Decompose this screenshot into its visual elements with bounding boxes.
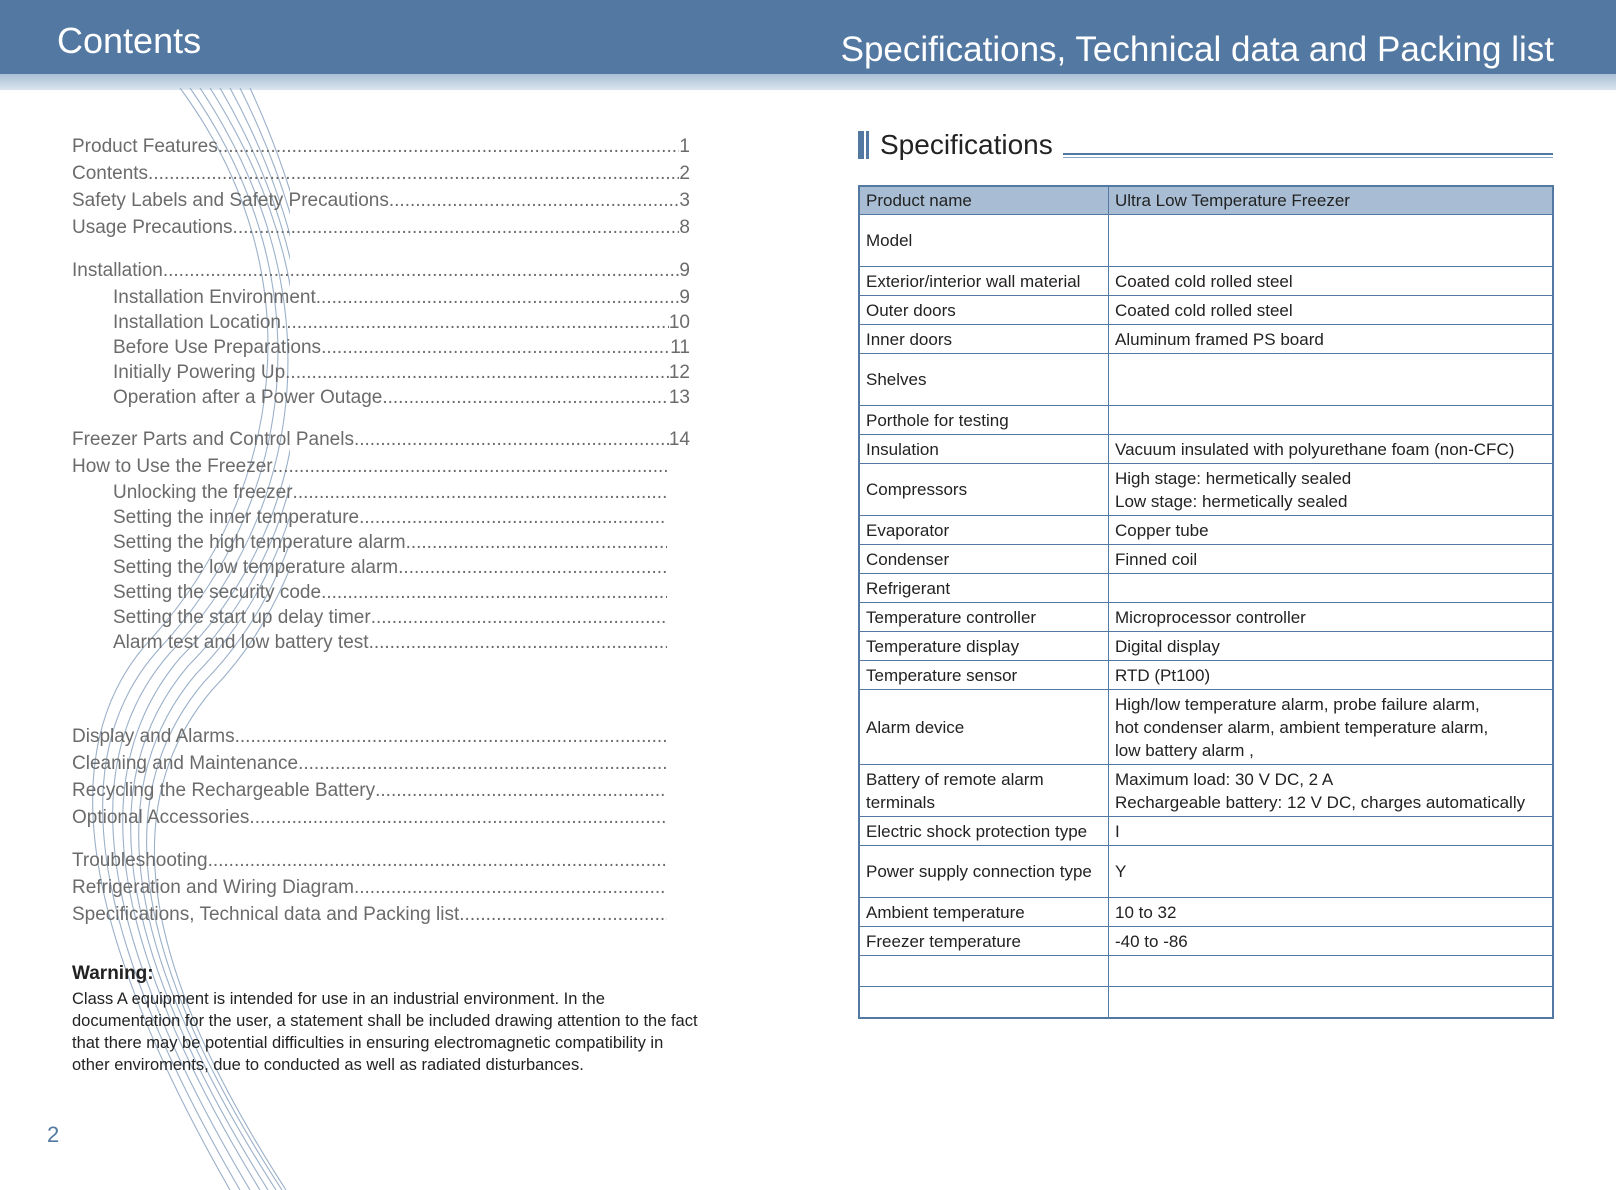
- toc-entry: [113, 482, 667, 504]
- toc-entry: [113, 607, 667, 629]
- spec-name-cell: Temperature display: [859, 632, 1109, 661]
- heading-rule: [1063, 153, 1553, 155]
- toc-leader-dots: [208, 850, 667, 872]
- toc-leader-dots: [148, 163, 679, 185]
- spec-value-cell: High/low temperature alarm, probe failure alarm, hot condenser alarm, ambient temperature alarm, low battery alarm ,: [1109, 690, 1554, 765]
- spec-value-cell: Y: [1109, 846, 1554, 898]
- table-row: [859, 765, 1553, 817]
- spec-value-cell: RTD (Pt100): [1109, 661, 1554, 690]
- toc-entry: [72, 753, 667, 775]
- table-row: [859, 898, 1553, 927]
- spec-value-cell: Ultra Low Temperature Freezer: [1109, 186, 1554, 215]
- toc-leader-dots: [316, 287, 680, 309]
- toc-leader-dots: [298, 753, 667, 775]
- spec-value-cell: Coated cold rolled steel: [1109, 296, 1554, 325]
- spec-value-cell: Finned coil: [1109, 545, 1554, 574]
- toc-entry-page: 1: [679, 136, 690, 157]
- warning-title: Warning:: [72, 963, 154, 984]
- toc-leader-dots: [321, 582, 667, 604]
- toc-entry-label: Initially Powering Up: [113, 362, 286, 383]
- spec-name-cell: Evaporator: [859, 516, 1109, 545]
- toc-entry-page: 14: [668, 429, 690, 450]
- spec-name-cell: Compressors: [859, 464, 1109, 516]
- toc-leader-dots: [354, 429, 669, 451]
- spec-name-cell: Model: [859, 215, 1109, 267]
- toc-entry: [72, 429, 690, 451]
- spec-name-cell: Condenser: [859, 545, 1109, 574]
- table-row: [859, 690, 1553, 765]
- table-row: [859, 267, 1553, 296]
- spec-name-cell: Power supply connection type: [859, 846, 1109, 898]
- toc-leader-dots: [398, 557, 667, 579]
- header-stripe: [0, 74, 1616, 90]
- table-row: [859, 325, 1553, 354]
- toc-entry: [113, 337, 690, 359]
- toc-entry: [113, 582, 667, 604]
- spec-value-cell: I: [1109, 817, 1554, 846]
- toc-entry-page: 9: [679, 260, 690, 281]
- spec-value-cell: [1109, 987, 1554, 1018]
- table-row: [859, 603, 1553, 632]
- table-row: [859, 927, 1553, 956]
- toc-entry: [72, 780, 667, 802]
- toc-entry: [113, 557, 667, 579]
- table-row: [859, 435, 1553, 464]
- toc-entry: [72, 904, 667, 926]
- table-row: [859, 545, 1553, 574]
- toc-entry: [113, 632, 667, 654]
- spec-name-cell: Alarm device: [859, 690, 1109, 765]
- toc-entry: [72, 850, 667, 872]
- toc-entry-page: 8: [679, 217, 690, 238]
- spec-name-cell: Shelves: [859, 354, 1109, 406]
- toc-leader-dots: [354, 877, 667, 899]
- toc-entry: [72, 136, 690, 158]
- toc-entry-label: Troubleshooting: [72, 850, 208, 871]
- toc-entry: [72, 260, 690, 282]
- toc-leader-dots: [359, 507, 667, 529]
- page-header: [0, 0, 1616, 74]
- table-row: [859, 516, 1553, 545]
- contents-title: Contents: [57, 20, 202, 61]
- toc-entry: [72, 163, 690, 185]
- toc-entry-label: How to Use the Freezer: [72, 456, 273, 477]
- table-header-row: [859, 186, 1553, 215]
- toc-entry: [72, 190, 690, 212]
- toc-leader-dots: [321, 337, 670, 359]
- spec-value-cell: Maximum load: 30 V DC, 2 A Rechargeable battery: 12 V DC, charges automatically: [1109, 765, 1554, 817]
- table-row: [859, 574, 1553, 603]
- toc-entry-label: Before Use Preparations: [113, 337, 322, 358]
- spec-value-cell: Digital display: [1109, 632, 1554, 661]
- toc-entry: [113, 362, 690, 384]
- toc-leader-dots: [293, 482, 667, 504]
- spec-name-cell: Refrigerant: [859, 574, 1109, 603]
- toc-entry-label: Setting the security code: [113, 582, 322, 603]
- spec-value-cell: Vacuum insulated with polyurethane foam (non-CFC): [1109, 435, 1554, 464]
- toc-entry-page: 10: [668, 312, 690, 333]
- toc-entry: [72, 217, 690, 239]
- toc-entry-label: Setting the inner temperature: [113, 507, 360, 528]
- toc-entry: [113, 312, 690, 334]
- toc-entry-label: Alarm test and low battery test: [113, 632, 369, 653]
- toc-entry-label: Unlocking the freezer: [113, 482, 293, 503]
- toc-entry-label: Setting the low temperature alarm: [113, 557, 399, 578]
- toc-leader-dots: [369, 632, 667, 654]
- toc-leader-dots: [249, 807, 667, 829]
- toc-entry-label: Safety Labels and Safety Precautions: [72, 190, 389, 211]
- table-row: [859, 661, 1553, 690]
- section-marker: [858, 131, 864, 159]
- toc-entry-label: Installation Environment: [113, 287, 316, 308]
- toc-entry: [113, 507, 667, 529]
- table-row: [859, 956, 1553, 987]
- spec-value-cell: [1109, 215, 1554, 267]
- toc-entry-label: Setting the high temperature alarm: [113, 532, 406, 553]
- toc-entry-label: Setting the start up delay timer: [113, 607, 371, 628]
- spec-name-cell: Product name: [859, 186, 1109, 215]
- section-marker-thin: [866, 131, 869, 159]
- toc-leader-dots: [382, 387, 669, 409]
- toc-entry-page: 3: [679, 190, 690, 211]
- toc-leader-dots: [389, 190, 680, 212]
- spec-value-cell: Microprocessor controller: [1109, 603, 1554, 632]
- toc-leader-dots: [163, 260, 680, 282]
- spec-name-cell: Outer doors: [859, 296, 1109, 325]
- table-row: [859, 215, 1553, 267]
- table-row: [859, 296, 1553, 325]
- toc-entry-page: 13: [668, 387, 690, 408]
- spec-value-cell: Coated cold rolled steel: [1109, 267, 1554, 296]
- table-row: [859, 987, 1553, 1018]
- toc-leader-dots: [218, 136, 680, 158]
- toc-leader-dots: [406, 532, 667, 554]
- toc-entry-page: 12: [668, 362, 690, 383]
- toc-entry-page: 11: [670, 337, 690, 358]
- spec-name-cell: Temperature controller: [859, 603, 1109, 632]
- table-row: [859, 464, 1553, 516]
- toc-entry-label: Operation after a Power Outage: [113, 387, 383, 408]
- toc-entry-label: Refrigeration and Wiring Diagram: [72, 877, 354, 898]
- toc-entry: [72, 726, 667, 748]
- heading-rule-thin: [1063, 157, 1553, 158]
- spec-name-cell: Electric shock protection type: [859, 817, 1109, 846]
- table-row: [859, 817, 1553, 846]
- spec-name-cell: Temperature sensor: [859, 661, 1109, 690]
- toc-leader-dots: [235, 726, 667, 748]
- toc-entry-label: Installation Location: [113, 312, 281, 333]
- spec-name-cell: Freezer temperature: [859, 927, 1109, 956]
- spec-value-cell: Aluminum framed PS board: [1109, 325, 1554, 354]
- spec-value-cell: [1109, 354, 1554, 406]
- table-row: [859, 354, 1553, 406]
- spec-value-cell: 10 to 32: [1109, 898, 1554, 927]
- specifications-table: [858, 185, 1554, 1019]
- table-row: [859, 846, 1553, 898]
- toc-entry-label: Display and Alarms: [72, 726, 235, 747]
- table-row: [859, 632, 1553, 661]
- toc-leader-dots: [459, 904, 667, 926]
- toc-leader-dots: [273, 456, 667, 478]
- spec-value-cell: [1109, 406, 1554, 435]
- spec-name-cell: Battery of remote alarm terminals: [859, 765, 1109, 817]
- spec-name-cell: Inner doors: [859, 325, 1109, 354]
- spec-value-cell: Copper tube: [1109, 516, 1554, 545]
- spec-name-cell: Exterior/interior wall material: [859, 267, 1109, 296]
- toc-entry: [113, 287, 690, 309]
- toc-entry: [113, 387, 690, 409]
- toc-entry-label: Optional Accessories: [72, 807, 250, 828]
- spec-value-cell: High stage: hermetically sealed Low stage: hermetically sealed: [1109, 464, 1554, 516]
- toc-entry-label: Recycling the Rechargeable Battery: [72, 780, 376, 801]
- specifications-heading: Specifications: [880, 129, 1053, 160]
- toc-entry: [113, 532, 667, 554]
- spec-value-cell: [1109, 574, 1554, 603]
- spec-value-cell: [1109, 956, 1554, 987]
- toc-leader-dots: [285, 362, 669, 384]
- spec-name-cell: Insulation: [859, 435, 1109, 464]
- toc-entry: [72, 456, 667, 478]
- toc-entry-label: Product Features: [72, 136, 218, 157]
- toc-entry-page: 2: [679, 163, 690, 184]
- spec-name-cell: Ambient temperature: [859, 898, 1109, 927]
- spec-name-cell: Porthole for testing: [859, 406, 1109, 435]
- toc-entry-label: Installation: [72, 260, 163, 281]
- specifications-page-title: Specifications, Technical data and Packing list: [840, 30, 1554, 69]
- toc-leader-dots: [281, 312, 669, 334]
- spec-name-cell: [859, 956, 1109, 987]
- table-row: [859, 406, 1553, 435]
- toc-leader-dots: [371, 607, 667, 629]
- page-number: 2: [47, 1122, 60, 1147]
- toc-leader-dots: [375, 780, 667, 802]
- toc-entry-label: Usage Precautions: [72, 217, 233, 238]
- toc-entry-label: Freezer Parts and Control Panels: [72, 429, 354, 450]
- toc-entry: [72, 807, 667, 829]
- toc-entry-label: Contents: [72, 163, 149, 184]
- toc-entry-page: 9: [679, 287, 690, 308]
- spec-value-cell: -40 to -86: [1109, 927, 1554, 956]
- toc-entry: [72, 877, 667, 899]
- toc-entry-label: Specifications, Technical data and Packing list: [72, 904, 460, 925]
- toc-leader-dots: [233, 217, 680, 239]
- spec-name-cell: [859, 987, 1109, 1018]
- toc-entry-label: Cleaning and Maintenance: [72, 753, 299, 774]
- warning-text: Class A equipment is intended for use in an industrial environment. In the documentation for the user, a statement shall be included drawing attention to the fact that there may be potential difficulties in ensuring electromagnetic compatibility in other enviroments, due to conducted as well as radiated disturbances.: [72, 990, 698, 1074]
